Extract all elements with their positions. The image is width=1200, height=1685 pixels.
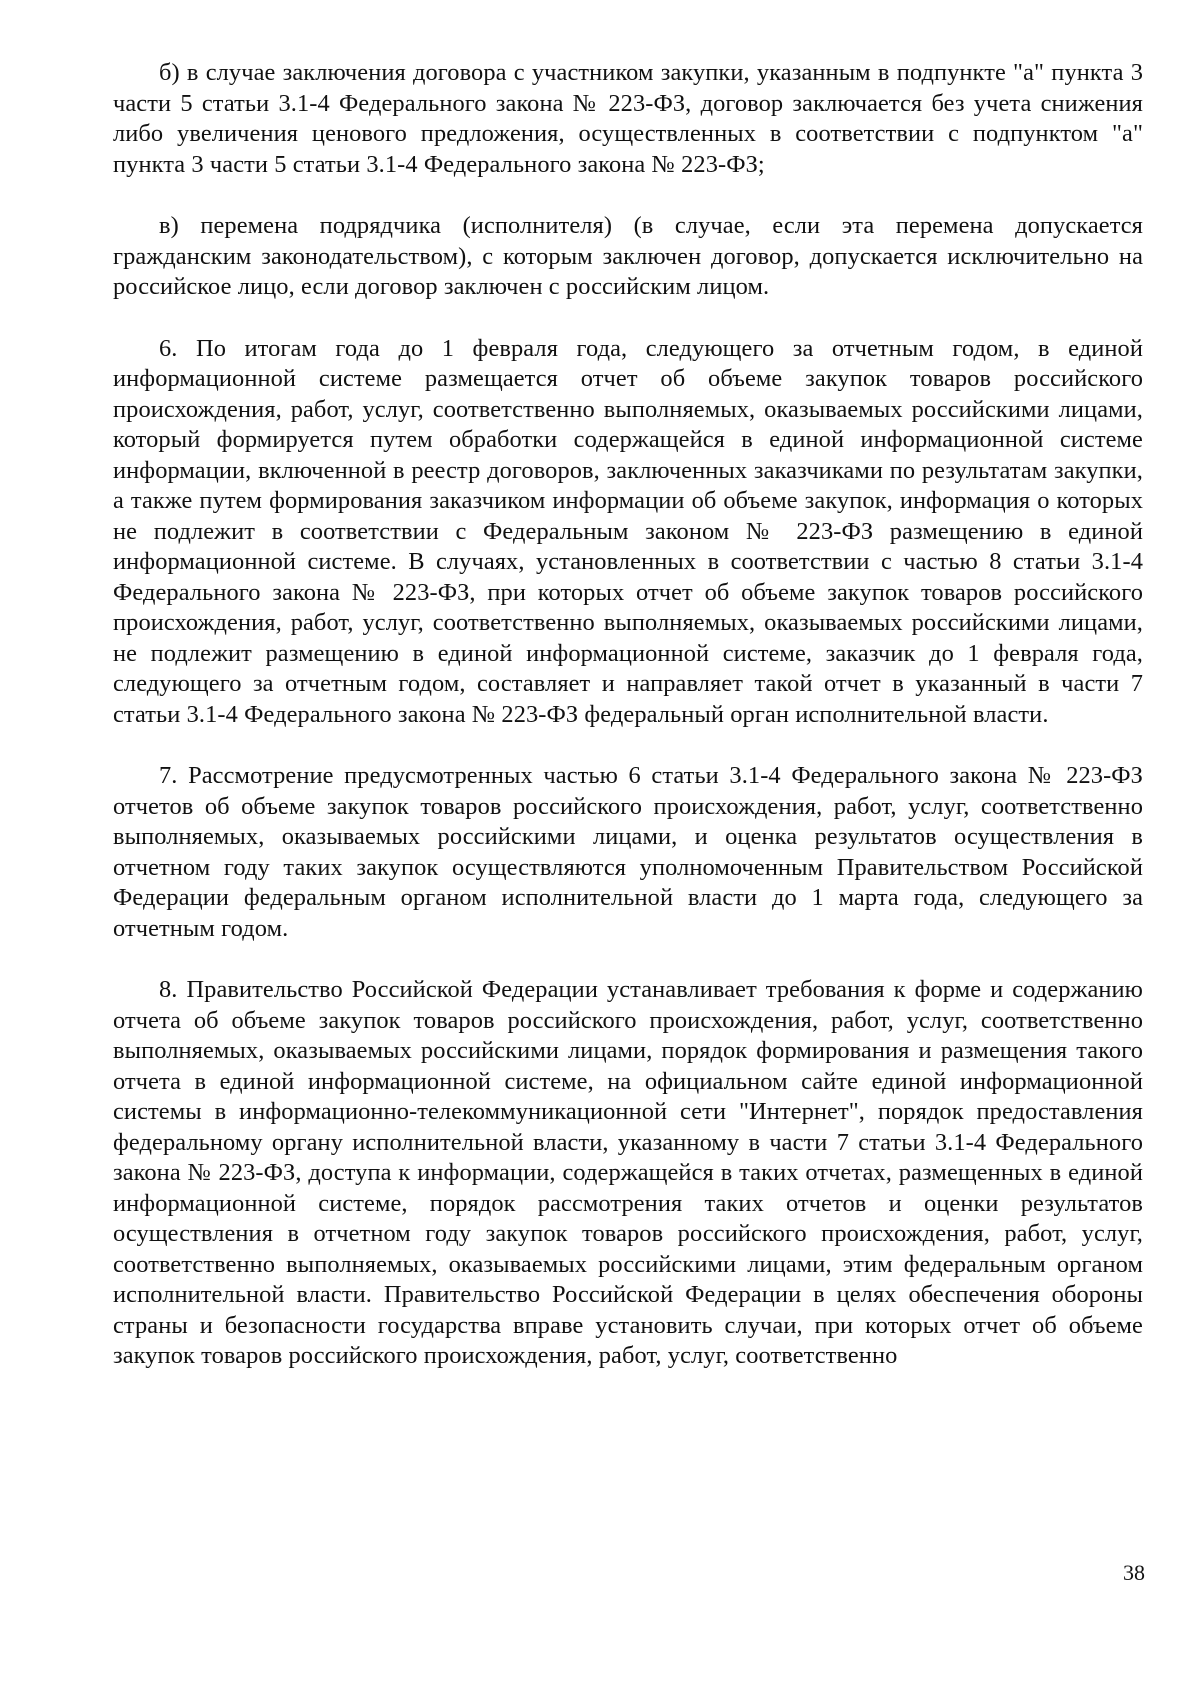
paragraph-spacer	[113, 180, 1143, 211]
paragraph-8: 8. Правительство Российской Федерации устанавливает требования к форме и содержанию отчета об объеме закупок товаров российского происхождения, работ, услуг, соответственно выполняемых, оказываемых российскими лицами, порядок формирования и размещения такого отчета в единой информационной системе, на официальном сайте единой информационной системы в информационно-телекоммуникационной сети "Интернет", порядок предоставления федеральному органу исполнительной власти, указанному в части 7 статьи 3.1-4 Федерального закона № 223-ФЗ, доступа к информации, содержащейся в таких отчетах, размещенных в единой информационной системе, порядок рассмотрения таких отчетов и оценки результатов осуществления в отчетном году закупок товаров российского происхождения, работ, услуг, соответственно выполняемых, оказываемых российскими лицами, этим федеральным органом исполнительной власти. Правительство Российской Федерации в целях обеспечения обороны страны и безопасности государства вправе установить случаи, при которых отчет об объеме закупок товаров российского происхождения, работ, услуг, соответственно	[113, 976, 1143, 1369]
paragraph-7: 7. Рассмотрение предусмотренных частью 6 статьи 3.1-4 Федерального закона № 223-ФЗ отчетов об объеме закупок товаров российского происхождения, работ, услуг, соответственно выполняемых, оказываемых российскими лицами, и оценка результатов осуществления в отчетном году таких закупок осуществляются уполномоченным Правительством Российской Федерации федеральным органом исполнительной власти до 1 марта года, следующего за отчетным годом.	[113, 762, 1143, 942]
paragraph-6: 6. По итогам года до 1 февраля года, следующего за отчетным годом, в единой информационной системе размещается отчет об объеме закупок товаров российского происхождения, работ, услуг, соответственно выполняемых, оказываемых российскими лицами, который формируется путем обработки содержащейся в единой информационной системе информации, включенной в реестр договоров, заключенных заказчиками по результатам закупки, а также путем формирования заказчиком информации об объеме закупок, информация о которых не подлежит в соответствии с Федеральным законом № 223-ФЗ размещению в единой информационной системе. В случаях, установленных в соответствии с частью 8 статьи 3.1-4 Федерального закона № 223-ФЗ, при которых отчет об объеме закупок товаров российского происхождения, работ, услуг, соответственно выполняемых, оказываемых российскими лицами, не подлежит размещению в единой информационной системе, заказчик до 1 февраля года, следующего за отчетным годом, составляет и направляет такой отчет в указанный в части 7 статьи 3.1-4 Федерального закона № 223-ФЗ федеральный орган исполнительной власти.	[113, 334, 1143, 728]
paragraph-spacer	[113, 730, 1143, 761]
document-body	[113, 58, 1143, 1372]
paragraph-spacer	[113, 303, 1143, 334]
page-number: 38	[1123, 1560, 1145, 1585]
paragraph-v: в) перемена подрядчика (исполнителя) (в случае, если эта перемена допускается гражданским законодательством), с которым заключен договор, допускается исключительно на российское лицо, если договор заключен с российским лицом.	[113, 212, 1143, 300]
paragraph-spacer	[113, 944, 1143, 975]
paragraph-b: б) в случае заключения договора с участником закупки, указанным в подпункте "а" пункта 3 части 5 статьи 3.1-4 Федерального закона № 223-ФЗ, договор заключается без учета снижения либо увеличения ценового предложения, осуществленных в соответствии с подпунктом "а" пункта 3 части 5 статьи 3.1-4 Федерального закона № 223-ФЗ;	[113, 59, 1143, 178]
